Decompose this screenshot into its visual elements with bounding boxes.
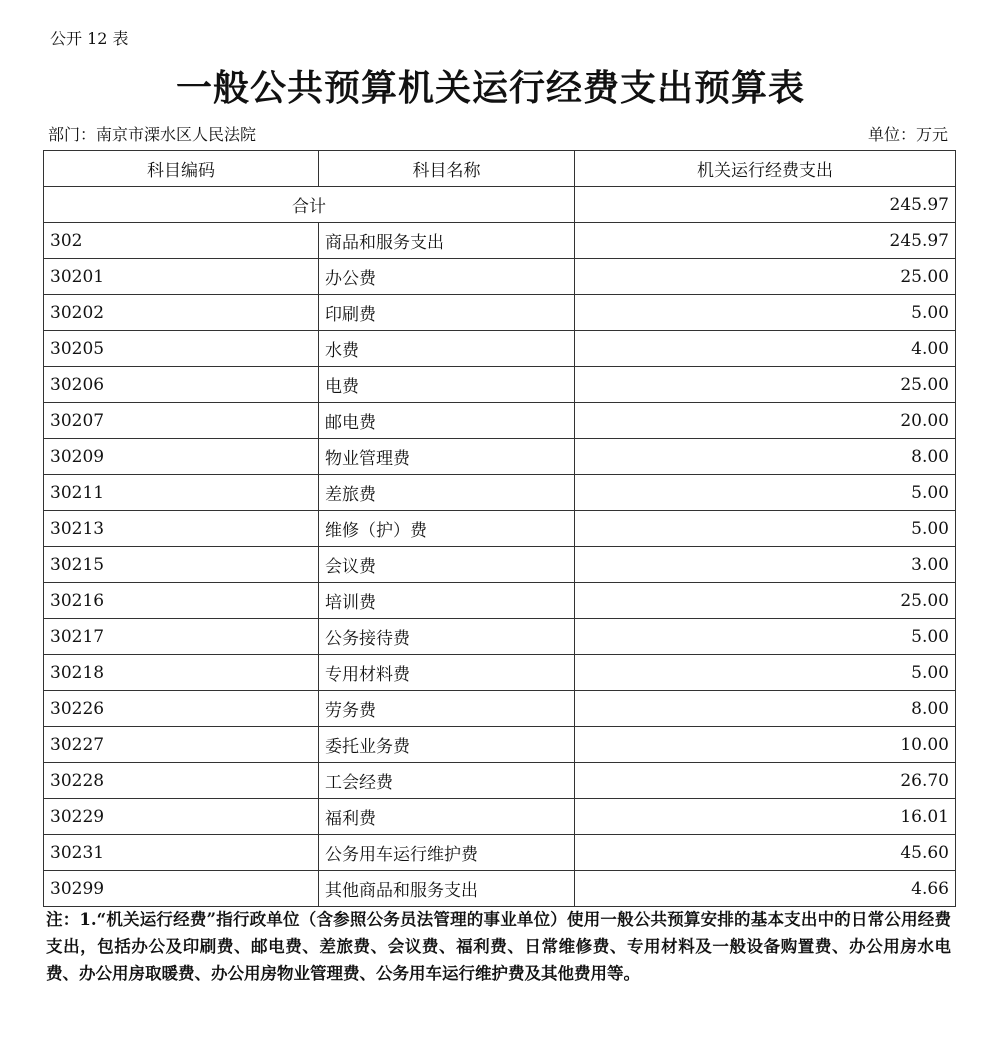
table-row [44, 547, 956, 583]
category-row [44, 223, 956, 259]
row-amount: 5.00 [575, 511, 956, 547]
row-code: 30202 [44, 295, 319, 331]
row-name: 福利费 [319, 799, 575, 835]
header-subject-name: 科目名称 [319, 151, 575, 187]
row-code: 30207 [44, 403, 319, 439]
header-subject-code: 科目编码 [44, 151, 319, 187]
row-amount: 10.00 [575, 727, 956, 763]
row-name: 公务用车运行维护费 [319, 835, 575, 871]
row-name: 邮电费 [319, 403, 575, 439]
row-amount: 16.01 [575, 799, 956, 835]
row-name: 办公费 [319, 259, 575, 295]
row-name: 水费 [319, 331, 575, 367]
row-code: 30209 [44, 439, 319, 475]
row-amount: 5.00 [575, 475, 956, 511]
row-code: 30228 [44, 763, 319, 799]
row-code: 30211 [44, 475, 319, 511]
header-expenditure: 机关运行经费支出 [575, 151, 956, 187]
row-code: 30201 [44, 259, 319, 295]
row-amount: 5.00 [575, 619, 956, 655]
table-row [44, 403, 956, 439]
row-name: 其他商品和服务支出 [319, 871, 575, 907]
row-amount: 25.00 [575, 583, 956, 619]
row-name: 劳务费 [319, 691, 575, 727]
row-name: 委托业务费 [319, 727, 575, 763]
row-name: 物业管理费 [319, 439, 575, 475]
row-amount: 45.60 [575, 835, 956, 871]
budget-table [43, 150, 956, 907]
total-amount: 245.97 [575, 187, 956, 223]
row-amount: 25.00 [575, 367, 956, 403]
table-row [44, 511, 956, 547]
row-name: 培训费 [319, 583, 575, 619]
row-code: 30205 [44, 331, 319, 367]
row-amount: 5.00 [575, 655, 956, 691]
table-row [44, 583, 956, 619]
department-label: 部门：南京市溧水区人民法院 [48, 125, 257, 144]
table-row [44, 691, 956, 727]
row-code: 30231 [44, 835, 319, 871]
table-row [44, 367, 956, 403]
table-row [44, 331, 956, 367]
row-code: 30299 [44, 871, 319, 907]
row-code: 30206 [44, 367, 319, 403]
row-amount: 25.00 [575, 259, 956, 295]
table-row [44, 439, 956, 475]
table-row [44, 727, 956, 763]
row-amount: 8.00 [575, 691, 956, 727]
row-amount: 3.00 [575, 547, 956, 583]
form-number: 公开 12 表 [50, 29, 129, 48]
footnote: 注：1.“机关运行经费”指行政单位（含参照公务员法管理的事业单位）使用一般公共预算安排的基本支出中的日常公用经费支出，包括办公及印刷费、邮电费、差旅费、会议费、福利费、日常维修费、专用材料及一般设备购置费、办公用房水电费、办公用房取暖费、办公用房物业管理费、公务用车运行维护费及其他费用等。 [46, 910, 951, 983]
row-code: 30216 [44, 583, 319, 619]
row-name: 公务接待费 [319, 619, 575, 655]
row-code: 30217 [44, 619, 319, 655]
table-row [44, 619, 956, 655]
total-label: 合计 [44, 187, 575, 223]
row-amount: 8.00 [575, 439, 956, 475]
row-code: 30229 [44, 799, 319, 835]
table-row [44, 259, 956, 295]
row-amount: 26.70 [575, 763, 956, 799]
row-amount: 4.66 [575, 871, 956, 907]
row-amount: 4.00 [575, 331, 956, 367]
page-title: 一般公共预算机关运行经费支出预算表 [175, 67, 805, 109]
table-row [44, 295, 956, 331]
table-row [44, 835, 956, 871]
category-amount: 245.97 [575, 223, 956, 259]
table-header-row [44, 151, 956, 187]
row-name: 电费 [319, 367, 575, 403]
table-row [44, 475, 956, 511]
row-name: 专用材料费 [319, 655, 575, 691]
category-code: 302 [44, 223, 319, 259]
row-name: 会议费 [319, 547, 575, 583]
table-row [44, 871, 956, 907]
row-amount: 20.00 [575, 403, 956, 439]
row-name: 差旅费 [319, 475, 575, 511]
total-row [44, 187, 956, 223]
row-name: 工会经费 [319, 763, 575, 799]
row-code: 30226 [44, 691, 319, 727]
row-code: 30215 [44, 547, 319, 583]
row-code: 30227 [44, 727, 319, 763]
unit-label: 单位：万元 [867, 125, 948, 144]
table-row [44, 763, 956, 799]
row-name: 印刷费 [319, 295, 575, 331]
row-name: 维修（护）费 [319, 511, 575, 547]
row-amount: 5.00 [575, 295, 956, 331]
category-name: 商品和服务支出 [319, 223, 575, 259]
row-code: 30213 [44, 511, 319, 547]
row-code: 30218 [44, 655, 319, 691]
table-row [44, 655, 956, 691]
table-row [44, 799, 956, 835]
